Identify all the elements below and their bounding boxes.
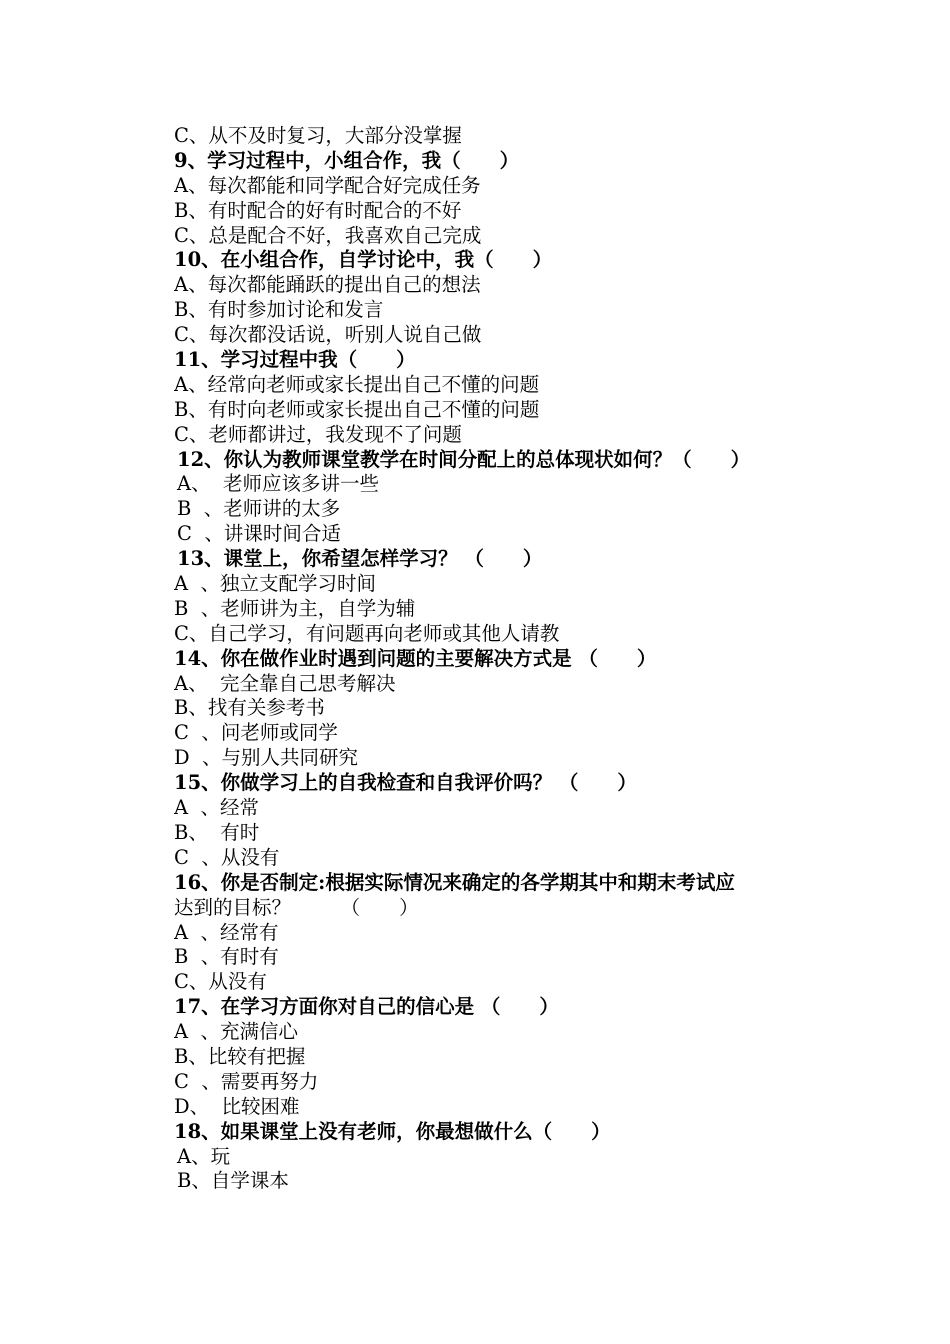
question-line: 18、如果课堂上没有老师，你最想做什么（ ） bbox=[174, 1119, 611, 1143]
option-line: A 、独立支配学习时间 bbox=[174, 572, 376, 596]
option-line: 达到的目标？ （ ） bbox=[174, 895, 419, 919]
option-line: B、有时参加讨论和发言 bbox=[174, 298, 384, 322]
option-line: B、自学课本 bbox=[177, 1169, 289, 1193]
option-line: B、 有时 bbox=[174, 820, 260, 844]
option-line: B、找有关参考书 bbox=[174, 696, 325, 720]
option-line: C、从不及时复习，大部分没掌握 bbox=[174, 124, 462, 147]
option-line: A、 老师应该多讲一些 bbox=[177, 472, 379, 496]
question-line: 12、你认为教师课堂教学在时间分配上的总体现状如何？（ ） bbox=[177, 447, 751, 471]
question-line: 15、你做学习上的自我检查和自我评价吗？ （ ） bbox=[174, 771, 637, 795]
option-line: C 、从没有 bbox=[174, 845, 280, 869]
option-line: A 、充满信心 bbox=[174, 1020, 298, 1044]
question-line: 14、你在做作业时遇到问题的主要解决方式是 （ ） bbox=[174, 646, 657, 670]
option-line: D 、与别人共同研究 bbox=[174, 746, 359, 770]
option-line: B、有时向老师或家长提出自己不懂的问题 bbox=[174, 397, 540, 421]
questionnaire-text bbox=[174, 124, 834, 1194]
option-line: A 、经常 bbox=[174, 796, 259, 820]
question-line: 11、学习过程中我（ ） bbox=[174, 348, 416, 372]
question-line: 16、你是否制定:根据实际情况来确定的各学期其中和期末考试应 bbox=[174, 870, 735, 894]
option-line: D、 比较困难 bbox=[174, 1094, 300, 1118]
question-line: 10、在小组合作，自学讨论中，我（ ） bbox=[174, 248, 553, 272]
option-line: B 、有时有 bbox=[174, 945, 279, 969]
option-line: C、自己学习，有问题再向老师或其他人请教 bbox=[174, 621, 560, 645]
option-line: A、 完全靠自己思考解决 bbox=[174, 671, 396, 695]
option-line: C、老师都讲过，我发现不了问题 bbox=[174, 422, 462, 446]
option-line: B、有时配合的好有时配合的不好 bbox=[174, 198, 462, 222]
option-line: C、每次都没话说，听别人说自己做 bbox=[174, 323, 482, 347]
option-line: A、玩 bbox=[177, 1144, 231, 1168]
question-line: 13、课堂上，你希望怎样学习？ （ ） bbox=[177, 547, 543, 571]
option-line: C、总是配合不好，我喜欢自己完成 bbox=[174, 223, 482, 247]
option-line: C 、问老师或同学 bbox=[174, 721, 338, 745]
option-line: A、经常向老师或家长提出自己不懂的问题 bbox=[174, 372, 540, 396]
option-line: A、每次都能踊跃的提出自己的想法 bbox=[174, 273, 481, 297]
option-line: A 、经常有 bbox=[174, 920, 279, 944]
option-line: B 、老师讲的太多 bbox=[177, 497, 341, 521]
option-line: C、从没有 bbox=[174, 970, 267, 994]
option-line: A、每次都能和同学配合好完成任务 bbox=[174, 173, 481, 197]
question-line: 17、在学习方面你对自己的信心是 （ ） bbox=[174, 995, 559, 1019]
option-line: B 、老师讲为主，自学为辅 bbox=[174, 596, 416, 620]
question-line: 9、学习过程中，小组合作，我（ ） bbox=[174, 148, 520, 172]
option-line: C 、需要再努力 bbox=[174, 1069, 319, 1093]
option-line: B、比较有把握 bbox=[174, 1044, 306, 1068]
option-line: C 、讲课时间合适 bbox=[177, 522, 341, 546]
